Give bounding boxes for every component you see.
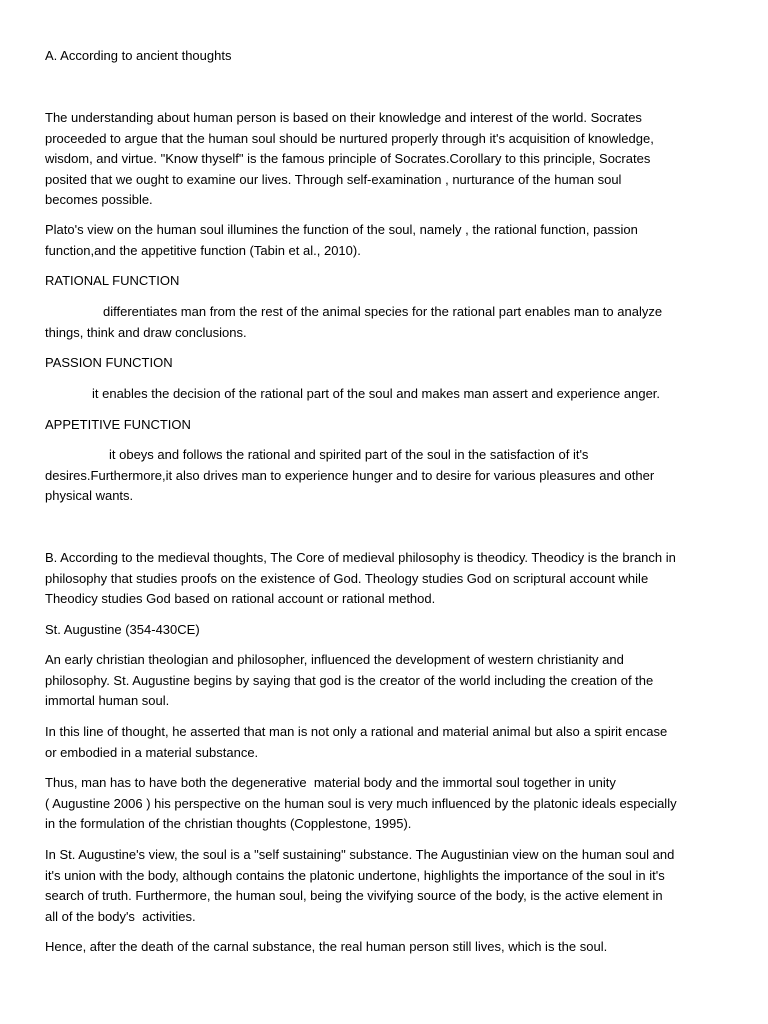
text-line: In St. Augustine's view, the soul is a "self sustaining" substance. The Augustinian view on the human soul and: [45, 847, 675, 862]
text-line: proceeded to argue that the human soul should be nurtured properly through it's acquisition of knowledge,: [45, 130, 654, 146]
text-line: B. According to the medieval thoughts, The Core of medieval philosophy is theodicy. Theodicy is the branch in: [45, 550, 676, 565]
text-line: physical wants.: [45, 488, 134, 504]
text-line: or embodied in a material substance.: [45, 744, 259, 760]
augustine-view-paragraph: [45, 845, 725, 927]
augustine-heading: St. Augustine (354-430CE): [45, 622, 200, 637]
text-line: ( Augustine 2006 ) his perspective on the human soul is very much influenced by the platonic ideals especially: [45, 795, 677, 811]
text-line: Thus, man has to have both the degenerative material body and the immortal soul together in unity: [45, 775, 616, 790]
text-line: posited that we ought to examine our lives. Through self-examination , nurturance of the human soul: [45, 171, 622, 187]
text-line: all of the body's activities.: [45, 908, 196, 924]
text-line: wisdom, and virtue. "Know thyself" is the famous principle of Socrates.Corollary to this principle, Socrates: [45, 151, 651, 167]
augustine-intro-paragraph: [45, 650, 725, 712]
text-line: things, think and draw conclusions.: [45, 324, 247, 340]
text-line: it enables the decision of the rational part of the soul and makes man assert and experience anger.: [92, 386, 661, 401]
text-line: function,and the appetitive function (Tabin et al., 2010).: [45, 242, 361, 258]
appetitive-function-heading: APPETITIVE FUNCTION: [45, 417, 191, 432]
text-line: Theodicy studies God based on rational account or rational method.: [45, 591, 436, 607]
intro-paragraph: [45, 108, 725, 211]
passion-function-heading: PASSION FUNCTION: [45, 355, 173, 370]
text-line: immortal human soul.: [45, 693, 170, 709]
thus-paragraph: [45, 773, 725, 835]
text-line: Plato's view on the human soul illumines the function of the soul, namely , the rational function, passion: [45, 222, 638, 237]
text-line: it's union with the body, although contains the platonic undertone, highlights the importance of the soul in it's: [45, 867, 665, 883]
section-b-paragraph: [45, 548, 725, 610]
section-a-heading: A. According to ancient thoughts: [45, 48, 232, 63]
text-line: An early christian theologian and philosopher, influenced the development of western christianity and: [45, 652, 624, 667]
text-line: desires.Furthermore,it also drives man to experience hunger and to desire for various pleasures and other: [45, 467, 655, 483]
text-line: search of truth. Furthermore, the human soul, being the vivifying source of the body, is the active element in: [45, 888, 663, 904]
text-line: philosophy that studies proofs on the existence of God. Theology studies God on scriptural account while: [45, 570, 649, 586]
text-line: In this line of thought, he asserted that man is not only a rational and material animal but also a spirit encase: [45, 724, 668, 739]
passion-function-paragraph: [45, 384, 725, 405]
text-line: it obeys and follows the rational and spirited part of the soul in the satisfaction of it's: [109, 447, 589, 462]
appetitive-function-paragraph: [45, 445, 725, 507]
rational-function-heading: RATIONAL FUNCTION: [45, 273, 180, 288]
plato-paragraph: [45, 220, 725, 261]
text-line: becomes possible.: [45, 192, 153, 208]
text-line: in the formulation of the christian thoughts (Copplestone, 1995).: [45, 816, 412, 832]
hence-paragraph: Hence, after the death of the carnal substance, the real human person still lives, which is the soul.: [45, 939, 608, 954]
text-line: The understanding about human person is based on their knowledge and interest of the world. Socrates: [45, 110, 642, 125]
text-line: philosophy. St. Augustine begins by saying that god is the creator of the world including the creation of the: [45, 672, 654, 688]
rational-function-paragraph: [45, 302, 725, 343]
line-of-thought-paragraph: [45, 722, 725, 763]
text-line: differentiates man from the rest of the animal species for the rational part enables man to analyze: [103, 304, 663, 319]
